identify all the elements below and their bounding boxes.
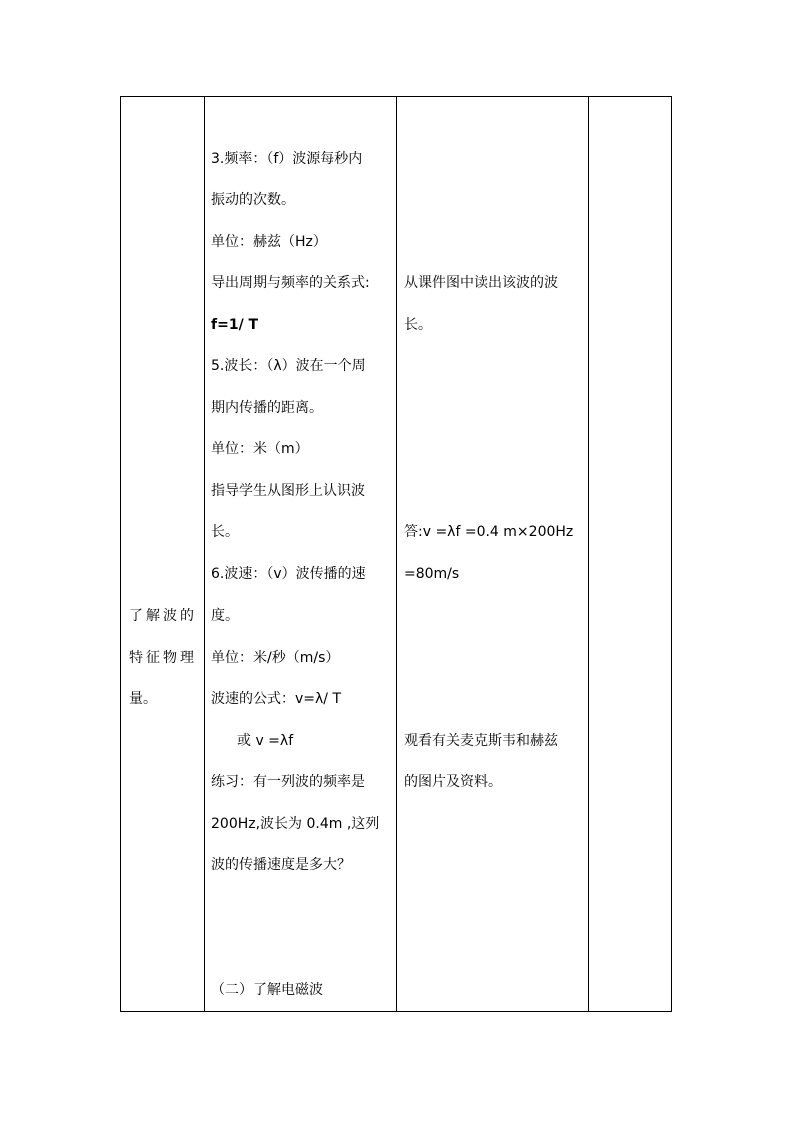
content-line: 3.频率：（f）波源每秒内 bbox=[211, 151, 363, 167]
content-line: 单位：米/秒（m/s） bbox=[211, 650, 340, 666]
content-line: 练习：有一列波的频率是 bbox=[211, 774, 365, 790]
objective-line: 量。 bbox=[129, 691, 157, 707]
activity-line: 观看有关麦克斯韦和赫兹 bbox=[404, 733, 558, 749]
content-line: 6.波速：（v）波传播的速 bbox=[211, 566, 366, 582]
activity-line: 的图片及资料。 bbox=[404, 774, 502, 790]
answer-line: 答:v =λf =0.4 m×200Hz bbox=[404, 524, 574, 540]
content-line: 波速的公式：v=λ/ T bbox=[211, 691, 342, 707]
section-heading: （二）了解电磁波 bbox=[211, 982, 323, 998]
activity-line: 从课件图中读出该波的波 bbox=[404, 275, 558, 291]
content-line: 或 v =λf bbox=[237, 733, 294, 749]
content-line: 长。 bbox=[211, 524, 239, 540]
formula-line: f=1/ T bbox=[211, 317, 259, 333]
notes-cell bbox=[589, 97, 673, 1011]
activity-line: 长。 bbox=[404, 317, 432, 333]
objective-cell bbox=[121, 97, 204, 1011]
teaching-content-cell bbox=[205, 97, 396, 1011]
content-line: 单位：米（m） bbox=[211, 441, 309, 457]
content-line: 5.波长：（λ）波在一个周 bbox=[211, 358, 366, 374]
content-line: 200Hz,波长为 0.4m ,这列 bbox=[211, 816, 380, 832]
answer-line: =80m/s bbox=[404, 566, 460, 582]
content-line: 度。 bbox=[211, 608, 239, 624]
objective-line: 了解波的 bbox=[129, 608, 197, 624]
content-line: 期内传播的距离。 bbox=[211, 400, 323, 416]
student-activity-cell bbox=[397, 97, 588, 1011]
content-line: 波的传播速度是多大？ bbox=[211, 857, 351, 873]
objective-line: 特征物理 bbox=[129, 650, 197, 666]
content-line: 单位：赫兹（Hz） bbox=[211, 234, 327, 250]
lesson-table bbox=[120, 96, 672, 1012]
content-line: 振动的次数。 bbox=[211, 192, 295, 208]
content-line: 指导学生从图形上认识波 bbox=[211, 483, 365, 499]
content-line: 导出周期与频率的关系式: bbox=[211, 275, 370, 291]
